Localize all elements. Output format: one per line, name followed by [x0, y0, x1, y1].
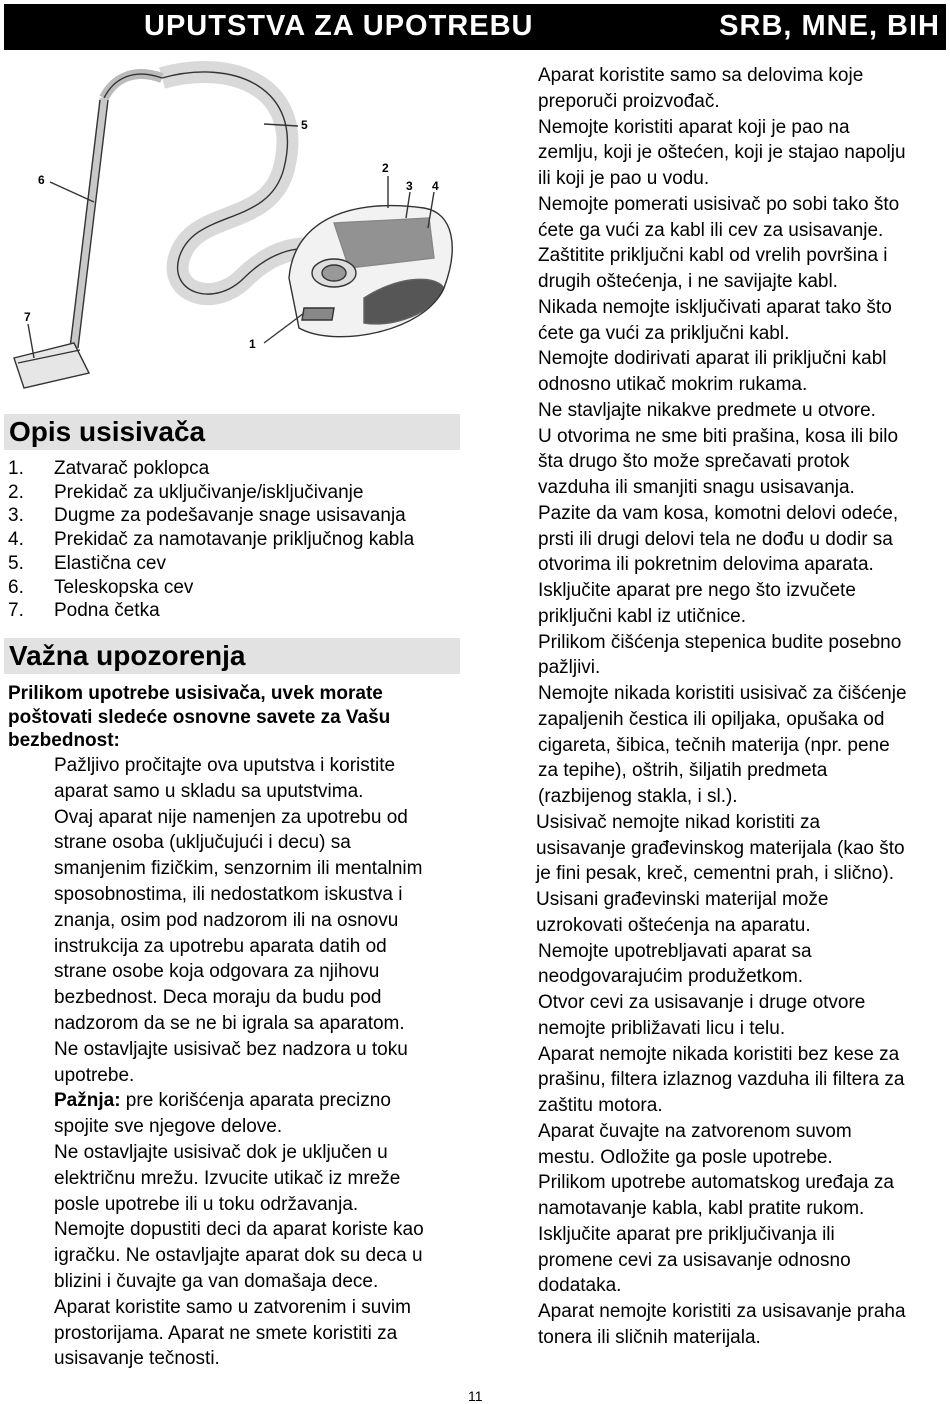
callout-7: 7 [24, 310, 31, 324]
vacuum-cleaner-illustration [4, 58, 460, 398]
list-item: 5. Elastična cev [8, 552, 166, 574]
list-item: 6. Teleskopska cev [8, 576, 194, 598]
list-item: 4. Prekidač za namotavanje priključnog kabla [8, 529, 415, 551]
callout-2: 2 [382, 161, 389, 175]
callout-5: 5 [301, 118, 308, 132]
callout-3: 3 [406, 179, 413, 193]
section-heading-upozorenja: Važna upozorenja [4, 638, 460, 674]
safety-text-right: Aparat koristite samo sa delovima koje preporuči proizvođač. Nemojte koristiti aparat koji je pao na zemlju, koji je oštećen, koji je stajao napolju ili koji je pao u vodu. Nemojte pomerati usisivač po sobi tako što ćete ga vući za kabl ili cev za usisavanje. Zaštitite priključni kabl od vrelih površina i drugih oštećenja, i ne savijajte kabl. Nikada nemojte isključivati aparat tako što ćete ga vući za priključni kabl. Nemojte dodirivati aparat ili priključni kabl odnosno utikač mokrim rukama. Ne stavljajte nikakve predmete u otvore. U otvorima ne sme biti prašina, kosa ili bilo šta drugo što može sprečavati protok vazduha ili smanjiti snagu usisavanja. Pazite da vam kosa, komotni delovi odeće, prsti ili drugi delovi tela ne dođu u dodir sa otvorima ili pokretnim delovima aparata. Isključite aparat pre nego što izvučete priključni kabl iz utičnice. Prilikom čišćenja stepenica budite posebno pažljivi. Nemojte nikada koristiti usisivač za čišćenje zapaljenih čestica ili opiljaka, opušaka od cigareta, šibica, tečnih materija (npr. pene za tepihe), oštrih, šiljatih predmeta (razbijenog stakla, i sl.). Usisivač nemojte nikad koristiti za usisavanje građevinskog materijala (kao što je fini pesak, kreč, cementni prah, i slično). Usisani građevinski materijal može uzrokovati oštećenja na aparatu. Nemojte upotrebljavati aparat sa neodgovarajućim produžetkom. Otvor cevi za usisavanje i druge otvore nemojte približavati licu i telu. Aparat nemojte nikada koristiti bez kese za prašinu, filtera izlaznog vazduha ili filtera za zaštitu motora. Aparat čuvajte na zatvorenom suvom mestu. Odložite ga posle upotrebe. Prilikom upotrebe automatskog uređaja za namotavanje kabla, kabl pratite rukom. Isključite aparat pre priključivanja ili promene cevi za usisavanje odnosno dodataka. Aparat nemojte koristiti za usisavanje praha tonera ili sličnih materijala. [536, 65, 907, 1348]
callout-6: 6 [38, 173, 45, 187]
parts-list [8, 457, 414, 623]
list-item: 2. Prekidač za uključivanje/isključivanje [8, 481, 364, 503]
header-languages: SRB, MNE, BIH [719, 10, 940, 42]
page-number: 11 [468, 1388, 483, 1404]
safety-text-left: Pažljivo pročitajte ova uputstva i koristite aparat samo u skladu sa uputstvima. Ovaj aparat nije namenjen za upotrebu od strane osoba (uključujući i decu) sa smanjenim fizičkim, senzornim ili mentalnim sposobnostima, ili nedostatkom iskustva i znanja, osim pod nadzorom ili na osnovu instrukcija za upotrebu aparata datih od strane osobe koja odgovara za njihovu bezbednost. Deca moraju da budu pod nadzorom da se ne bi igrala sa aparatom. Ne ostavljajte usisivač bez nadzora u toku upotrebe. Pažnja: pre korišćenja aparata precizno spojite sve njegove delove. Ne ostavljajte usisivač dok je uključen u električnu mrežu. Izvucite utikač iz mreže posle upotrebe ili u toku održavanja. Nemojte dopustiti deci da aparat koriste kao igračku. Ne ostavljajte aparat dok su deca u blizini i čuvajte ga van domašaja dece. Aparat koristite samo u zatvorenim i suvim prostorijama. Aparat ne smete koristiti za usisavanje tečnosti. [54, 753, 464, 1372]
list-item: 3. Dugme za podešavanje snage usisavanja [8, 505, 406, 527]
callout-1: 1 [249, 337, 256, 351]
attention-line: Pažnja: pre korišćenja aparata precizno [54, 1090, 391, 1112]
list-item: 7. Podna četka [8, 600, 160, 622]
attention-label: Pažnja: [54, 1090, 121, 1112]
header-title: UPUTSTVA ZA UPOTREBU [144, 10, 534, 42]
safety-intro: Prilikom upotrebe usisivača, uvek morate poštovati sledeće osnovne savete za Vašu bezbednost: [8, 683, 391, 752]
section-heading-opis: Opis usisivača [4, 414, 460, 450]
page-header [4, 4, 946, 50]
list-item: 1. Zatvarač poklopca [8, 458, 210, 479]
callout-4: 4 [432, 179, 439, 193]
